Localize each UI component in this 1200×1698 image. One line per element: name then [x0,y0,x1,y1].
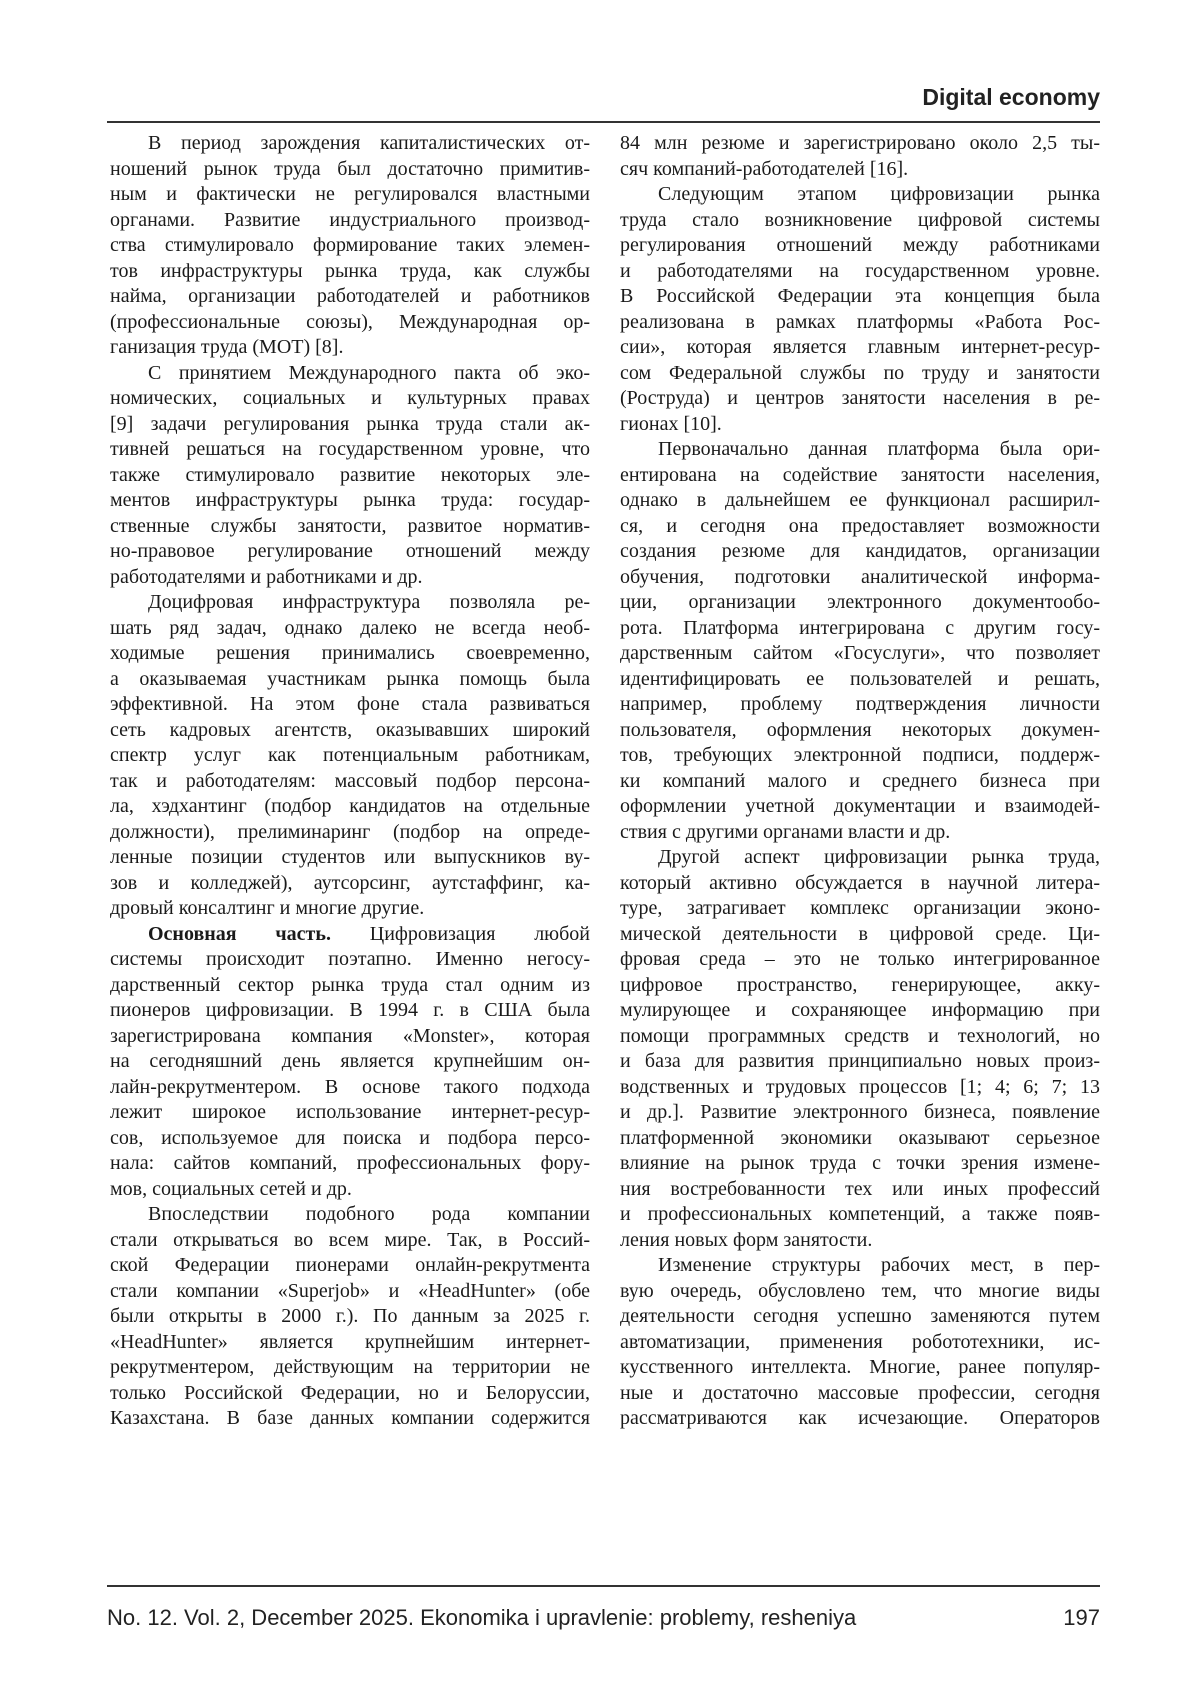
text-line: тов, требующих электронной подписи, поддерж- [620,743,1100,769]
paragraph [620,182,1100,437]
text-line: сяч компаний-работодателей [16]. [620,157,1100,183]
text-line: дарственный сектор рынка труда стал одним из [110,973,590,999]
page-footer [107,1605,1100,1631]
text-line: и др.]. Развитие электронного бизнеса, появление [620,1100,1100,1126]
text-line: вую очередь, обусловлено тем, что многие виды [620,1279,1100,1305]
text-line: ления новых форм занятости. [620,1228,1100,1254]
text-line: Первоначально данная платформа была ори- [620,437,1100,463]
section-heading-inline: Основная часть. [148,923,331,945]
text-line: сеть кадровых агентств, оказывавших широкий [110,718,590,744]
text-line: спектр услуг как потенциальным работникам, [110,743,590,769]
left-column [110,131,590,1432]
text-line: ентирована на содействие занятости населения, [620,463,1100,489]
text-line: В Российской Федерации эта концепция была [620,284,1100,310]
text-line: «HeadHunter» является крупнейшим интернет- [110,1330,590,1356]
paragraph [110,361,590,591]
text-line: Впоследствии подобного рода компании [110,1202,590,1228]
text-line: ся, и сегодня она предоставляет возможности [620,514,1100,540]
paragraph [620,131,1100,182]
text-line: тов инфраструктуры рынка труда, как службы [110,259,590,285]
text-line: только Российской Федерации, но и Белоруссии, [110,1381,590,1407]
paragraph [620,845,1100,1253]
text-line: рота. Платформа интегрирована с другим госу- [620,616,1100,642]
text-line: [9] задачи регулирования рынка труда стали ак- [110,412,590,438]
text-line: мов, социальных сетей и др. [110,1177,590,1203]
text-line: работодателями и работниками и др. [110,565,590,591]
text-line: Другой аспект цифровизации рынка труда, [620,845,1100,871]
text-line: эффективной. На этом фоне стала развиваться [110,692,590,718]
text-line: и профессиональных компетенций, а также появ- [620,1202,1100,1228]
text-line: Доцифровая инфраструктура позволяла ре- [110,590,590,616]
journal-citation: No. 12. Vol. 2, December 2025. Ekonomika i upravlenie: problemy, resheniya [107,1605,856,1631]
text-line: и работодателями на государственном уровне. [620,259,1100,285]
text-line: ки компаний малого и среднего бизнеса при [620,769,1100,795]
text-line: нала: сайтов компаний, профессиональных фору- [110,1151,590,1177]
text-line: номических, социальных и культурных правах [110,386,590,412]
text-line: рекрутментером, действующим на территории не [110,1355,590,1381]
text-line: ния востребованности тех или иных профессий [620,1177,1100,1203]
text-line: ской Федерации пионерами онлайн-рекрутмента [110,1253,590,1279]
text-line: ходимые решения принимались своевременно, [110,641,590,667]
text-line: но-правовое регулирование отношений между [110,539,590,565]
header-rule [107,121,1100,123]
text-line: ментов инфраструктуры рынка труда: государ- [110,488,590,514]
paragraph [110,922,590,1203]
paragraph [110,590,590,922]
text-line: найма, организации работодателей и работников [110,284,590,310]
text-line: платформенной экономики оказывают серьезное [620,1126,1100,1152]
text-line: туре, затрагивает комплекс организации эконо- [620,896,1100,922]
text-line: тивней решаться на государственном уровне, что [110,437,590,463]
text-line: 84 млн резюме и зарегистрировано около 2,5 ты- [620,131,1100,157]
text-line: зарегистрирована компания «Monster», которая [110,1024,590,1050]
paragraph [620,1253,1100,1432]
text-line-rest: Цифровизация любой [331,923,590,945]
text-line: мической деятельности в цифровой среде. Ци- [620,922,1100,948]
text-line: Изменение структуры рабочих мест, в пер- [620,1253,1100,1279]
text-line: на сегодняшний день является крупнейшим он- [110,1049,590,1075]
text-line: Следующим этапом цифровизации рынка [620,182,1100,208]
text-line: органами. Развитие индустриального производ- [110,208,590,234]
text-line: также стимулировало развитие некоторых эле- [110,463,590,489]
paragraph [110,131,590,361]
text-line: например, проблему подтверждения личности [620,692,1100,718]
text-line: водственных и трудовых процессов [1; 4; 6; 7; 13 [620,1075,1100,1101]
text-line: мулирующее и сохраняющее информацию при [620,998,1100,1024]
text-line: стали компании «Superjob» и «HeadHunter» (обе [110,1279,590,1305]
text-line: деятельности сегодня успешно заменяются путем [620,1304,1100,1330]
text-line: ношений рынок труда был достаточно примитив- [110,157,590,183]
text-line: пользователя, оформления некоторых докумен- [620,718,1100,744]
footer-rule [107,1585,1100,1587]
text-line: ные и достаточно массовые профессии, сегодня [620,1381,1100,1407]
text-line: пионеров цифровизации. В 1994 г. в США была [110,998,590,1024]
text-line: и база для развития принципиально новых произ- [620,1049,1100,1075]
text-line: кусственного интеллекта. Многие, ранее популяр- [620,1355,1100,1381]
text-line: дарственным сайтом «Госуслуги», что позволяет [620,641,1100,667]
text-line: идентифицировать ее пользователей и решать, [620,667,1100,693]
text-line: рассматриваются как исчезающие. Операторов [620,1406,1100,1432]
text-line [110,922,590,948]
text-line: однако в дальнейшем ее функционал расширил- [620,488,1100,514]
text-line: создания резюме для кандидатов, организации [620,539,1100,565]
text-line: влияние на рынок труда с точки зрения измене- [620,1151,1100,1177]
text-line: В период зарождения капиталистических от- [110,131,590,157]
text-line: были открыты в 2000 г.). По данным за 2025 г. [110,1304,590,1330]
text-line: ным и фактически не регулировался властными [110,182,590,208]
text-line: ленные позиции студентов или выпускников ву- [110,845,590,871]
text-line: который активно обсуждается в научной литера- [620,871,1100,897]
text-line: оформлении учетной документации и взаимодей- [620,794,1100,820]
text-line: реализована в рамках платформы «Работа Рос- [620,310,1100,336]
text-line: автоматизации, применения робототехники, ис- [620,1330,1100,1356]
text-line: С принятием Международного пакта об эко- [110,361,590,387]
text-line: ла, хэдхантинг (подбор кандидатов на отдельные [110,794,590,820]
text-line: регулирования отношений между работниками [620,233,1100,259]
text-line: зов и колледжей), аутсорсинг, аутстаффинг, ка- [110,871,590,897]
text-line: ственные службы занятости, развитое норматив- [110,514,590,540]
text-line: помощи программных средств и технологий, но [620,1024,1100,1050]
page-number: 197 [1063,1605,1100,1631]
text-line: труда стало возникновение цифровой системы [620,208,1100,234]
text-line: а оказываемая участникам рынка помощь была [110,667,590,693]
text-line: (Роструда) и центров занятости населения в ре- [620,386,1100,412]
text-line: обучения, подготовки аналитической информа- [620,565,1100,591]
text-line: гионах [10]. [620,412,1100,438]
text-line: ции, организации электронного документообо- [620,590,1100,616]
text-line: лежит широкое использование интернет-ресур- [110,1100,590,1126]
text-line: сов, используемое для поиска и подбора персо- [110,1126,590,1152]
text-line: цифровое пространство, генерирующее, акку- [620,973,1100,999]
right-column [620,131,1100,1432]
text-line: ствия с другими органами власти и др. [620,820,1100,846]
text-line: дровый консалтинг и многие другие. [110,896,590,922]
text-line: стали открываться во всем мире. Так, в Россий- [110,1228,590,1254]
paragraph [110,1202,590,1432]
text-line: фровая среда – это не только интегрированное [620,947,1100,973]
text-line: сии», которая является главным интернет-ресур- [620,335,1100,361]
text-line: системы происходит поэтапно. Именно негосу- [110,947,590,973]
text-line: (профессиональные союзы), Международная ор- [110,310,590,336]
text-line: лайн-рекрутментером. В основе такого подхода [110,1075,590,1101]
text-line: ства стимулировало формирование таких элемен- [110,233,590,259]
text-line: шать ряд задач, однако далеко не всегда необ- [110,616,590,642]
running-header-section: Digital economy [922,84,1100,111]
text-line: ганизация труда (МОТ) [8]. [110,335,590,361]
paragraph [620,437,1100,845]
text-line: должности), прелиминаринг (подбор на опреде- [110,820,590,846]
text-line: Казахстана. В базе данных компании содержится [110,1406,590,1432]
text-line: сом Федеральной службы по труду и занятости [620,361,1100,387]
text-line: так и работодателям: массовый подбор персона- [110,769,590,795]
